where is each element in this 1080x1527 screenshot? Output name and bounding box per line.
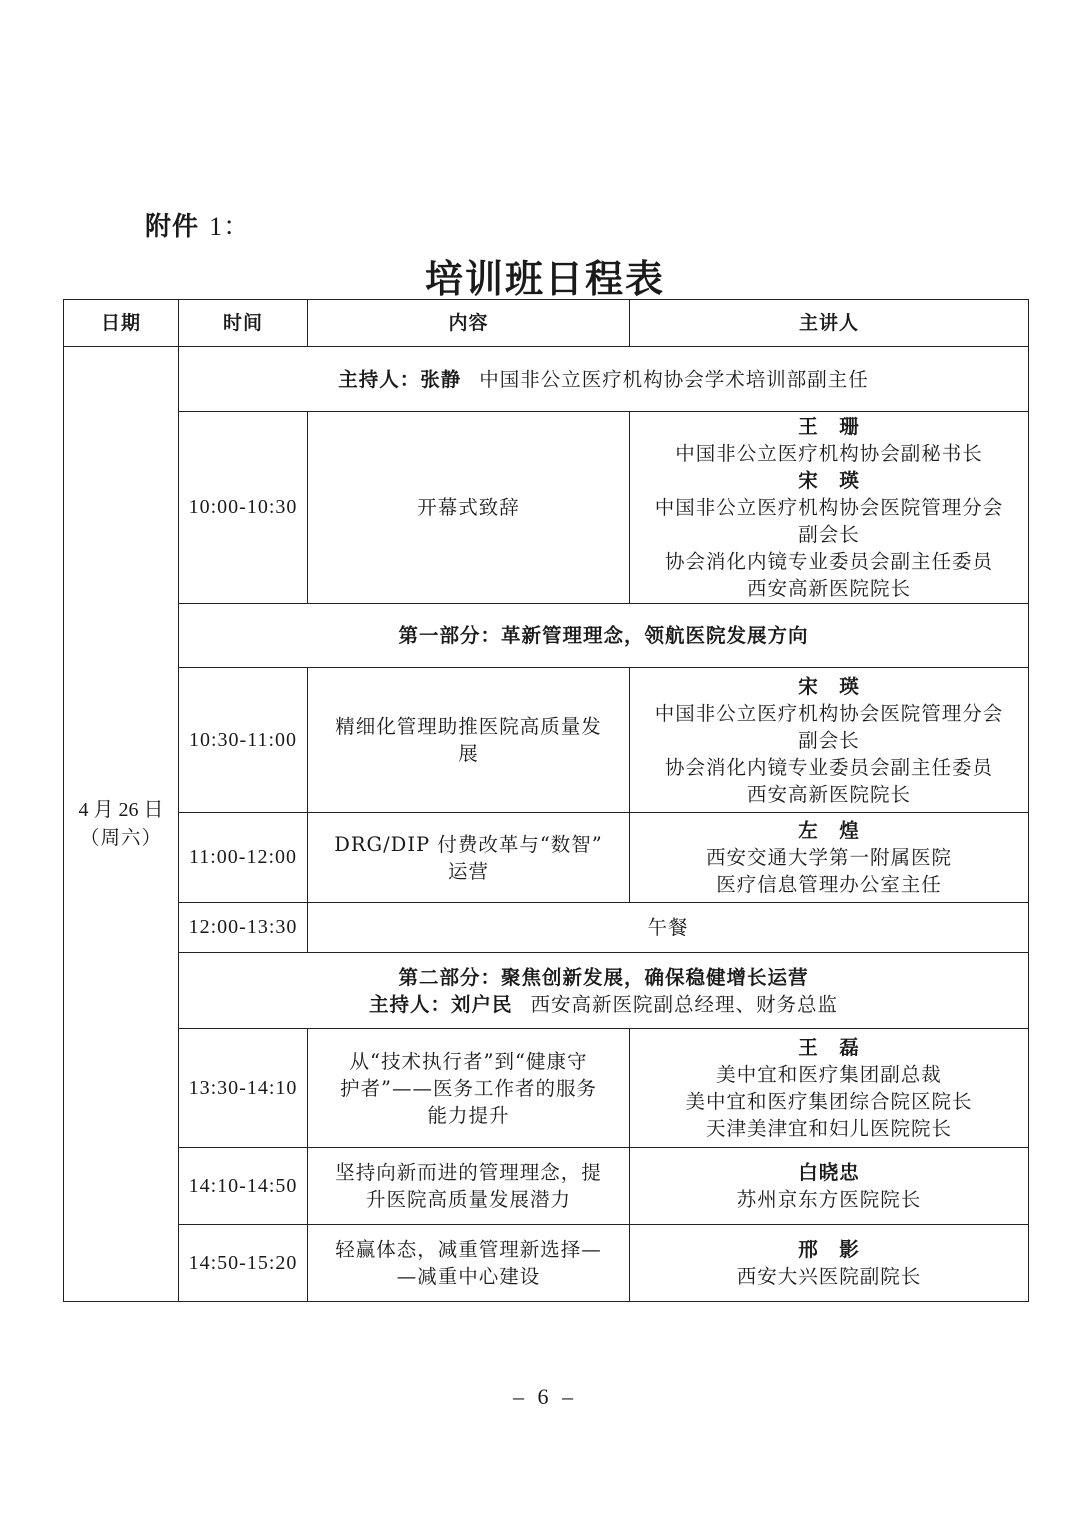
session3-content-b: 运营 (447, 859, 489, 883)
date-cell (64, 347, 179, 1302)
session2-role-a: 中国非公立医疗机构协会医院管理分会 (654, 701, 1004, 725)
session4-content-b: 护者”——医务工作者的服务 (340, 1076, 597, 1100)
table-row (64, 813, 1029, 903)
session2-role-b: 副会长 (798, 728, 860, 752)
session3-role-b: 医疗信息管理办公室主任 (716, 873, 942, 896)
session1-speaker2-role-a: 中国非公立医疗机构协会医院管理分会 (654, 496, 1004, 519)
host-cell-1 (179, 347, 1029, 412)
session3-content-a: DRG/DIP 付费改革与“数智” (334, 832, 603, 856)
session3-role-a: 西安交通大学第一附属医院 (705, 846, 952, 869)
session4-role-a: 美中宜和医疗集团副总裁 (716, 1063, 942, 1086)
attachment-number: 1： (209, 212, 251, 241)
session6-content-b: —减重中心建设 (396, 1265, 541, 1288)
session6-content (308, 1225, 630, 1302)
session4-speakers (630, 1029, 1029, 1148)
session3-time: 11:00-12:00 (179, 813, 308, 903)
session4-time: 13:30-14:10 (179, 1029, 308, 1148)
session6-speakers (630, 1225, 1029, 1302)
session3-speaker-name: 左 煌 (798, 819, 860, 842)
session6-speaker-name: 邢 影 (798, 1238, 860, 1261)
host2-line (185, 991, 1022, 1018)
date-day: 4 月 26 日 (78, 799, 164, 821)
host2-role: 西安高新医院副总经理、财务总监 (530, 992, 839, 1016)
part2-heading: 第二部分：聚焦创新发展，确保稳健增长运营 (398, 965, 809, 989)
table-row (64, 1148, 1029, 1225)
session1-speaker2-role-c: 协会消化内镜专业委员会副主任委员 (664, 550, 993, 573)
host2-label: 主持人：刘户民 (368, 992, 513, 1016)
session6-time: 14:50-15:20 (179, 1225, 308, 1302)
session1-time: 10:00-10:30 (179, 412, 308, 604)
part2-row (64, 953, 1029, 1029)
header-time: 时间 (179, 300, 308, 347)
session2-role-d: 西安高新医院院长 (746, 782, 911, 806)
session1-speaker2-role-d: 西安高新医院院长 (746, 577, 911, 600)
session2-role-c: 协会消化内镜专业委员会副主任委员 (664, 755, 993, 779)
page-number: – 6 – (513, 1384, 577, 1409)
session1-speaker1-name: 王 珊 (798, 415, 860, 438)
header-content: 内容 (308, 300, 630, 347)
attachment-label-text: 附件 (145, 212, 200, 242)
part1-heading: 第一部分：革新管理理念，领航医院发展方向 (179, 604, 1029, 668)
session4-content-a: 从“技术执行者”到“健康守 (349, 1049, 588, 1073)
table-row (64, 1029, 1029, 1148)
session3-content (308, 813, 630, 903)
host1-role: 中国非公立医疗机构协会学术培训部副主任 (479, 367, 869, 391)
session2-content (308, 668, 630, 813)
session1-speaker2-role-b: 副会长 (798, 523, 860, 546)
session1-speakers (630, 412, 1029, 604)
attachment-label (145, 206, 250, 243)
session3-speakers (630, 813, 1029, 903)
session1-speaker2-name: 宋 瑛 (798, 469, 860, 492)
session2-content-a: 精细化管理助推医院高质量发 (335, 715, 602, 738)
table-row (64, 1225, 1029, 1302)
session2-speaker-name: 宋 瑛 (798, 674, 860, 698)
session4-role-b: 美中宜和医疗集团综合院区院长 (685, 1090, 973, 1113)
session4-role-c: 天津美津宜和妇儿医院院长 (705, 1117, 952, 1140)
session5-content-a: 坚持向新而进的管理理念，提 (335, 1161, 602, 1184)
session2-content-b: 展 (458, 742, 479, 765)
session5-role: 苏州京东方医院院长 (736, 1188, 922, 1211)
lunch-row (64, 903, 1029, 953)
session6-role: 西安大兴医院副院长 (736, 1265, 922, 1288)
lunch-label: 午餐 (308, 903, 1029, 953)
session4-content (308, 1029, 630, 1148)
session2-speakers (630, 668, 1029, 813)
table-row (64, 668, 1029, 813)
date-weekday: （周六） (79, 826, 162, 849)
session4-content-c: 能力提升 (427, 1103, 510, 1127)
schedule-table (63, 299, 1029, 1302)
lunch-time: 12:00-13:30 (179, 903, 308, 953)
session5-time: 14:10-14:50 (179, 1148, 308, 1225)
session5-content (308, 1148, 630, 1225)
session6-content-a: 轻赢体态，减重管理新选择— (335, 1238, 602, 1261)
session5-speakers (630, 1148, 1029, 1225)
session5-speaker-name: 白晓忠 (798, 1161, 860, 1184)
page-title: 培训班日程表 (424, 257, 665, 301)
session1-content: 开幕式致辞 (308, 412, 630, 604)
part2-cell (179, 953, 1029, 1029)
host1-label: 主持人：张静 (338, 367, 462, 391)
header-row (64, 300, 1029, 347)
table-row (64, 412, 1029, 604)
part1-row (64, 604, 1029, 668)
header-date: 日期 (64, 300, 179, 347)
session2-time: 10:30-11:00 (179, 668, 308, 813)
session1-speaker1-role: 中国非公立医疗机构协会副秘书长 (675, 442, 983, 465)
session4-speaker-name: 王 磊 (798, 1036, 860, 1059)
header-speaker: 主讲人 (630, 300, 1029, 347)
host-row-1 (64, 347, 1029, 412)
session5-content-b: 升医院高质量发展潜力 (365, 1188, 571, 1211)
